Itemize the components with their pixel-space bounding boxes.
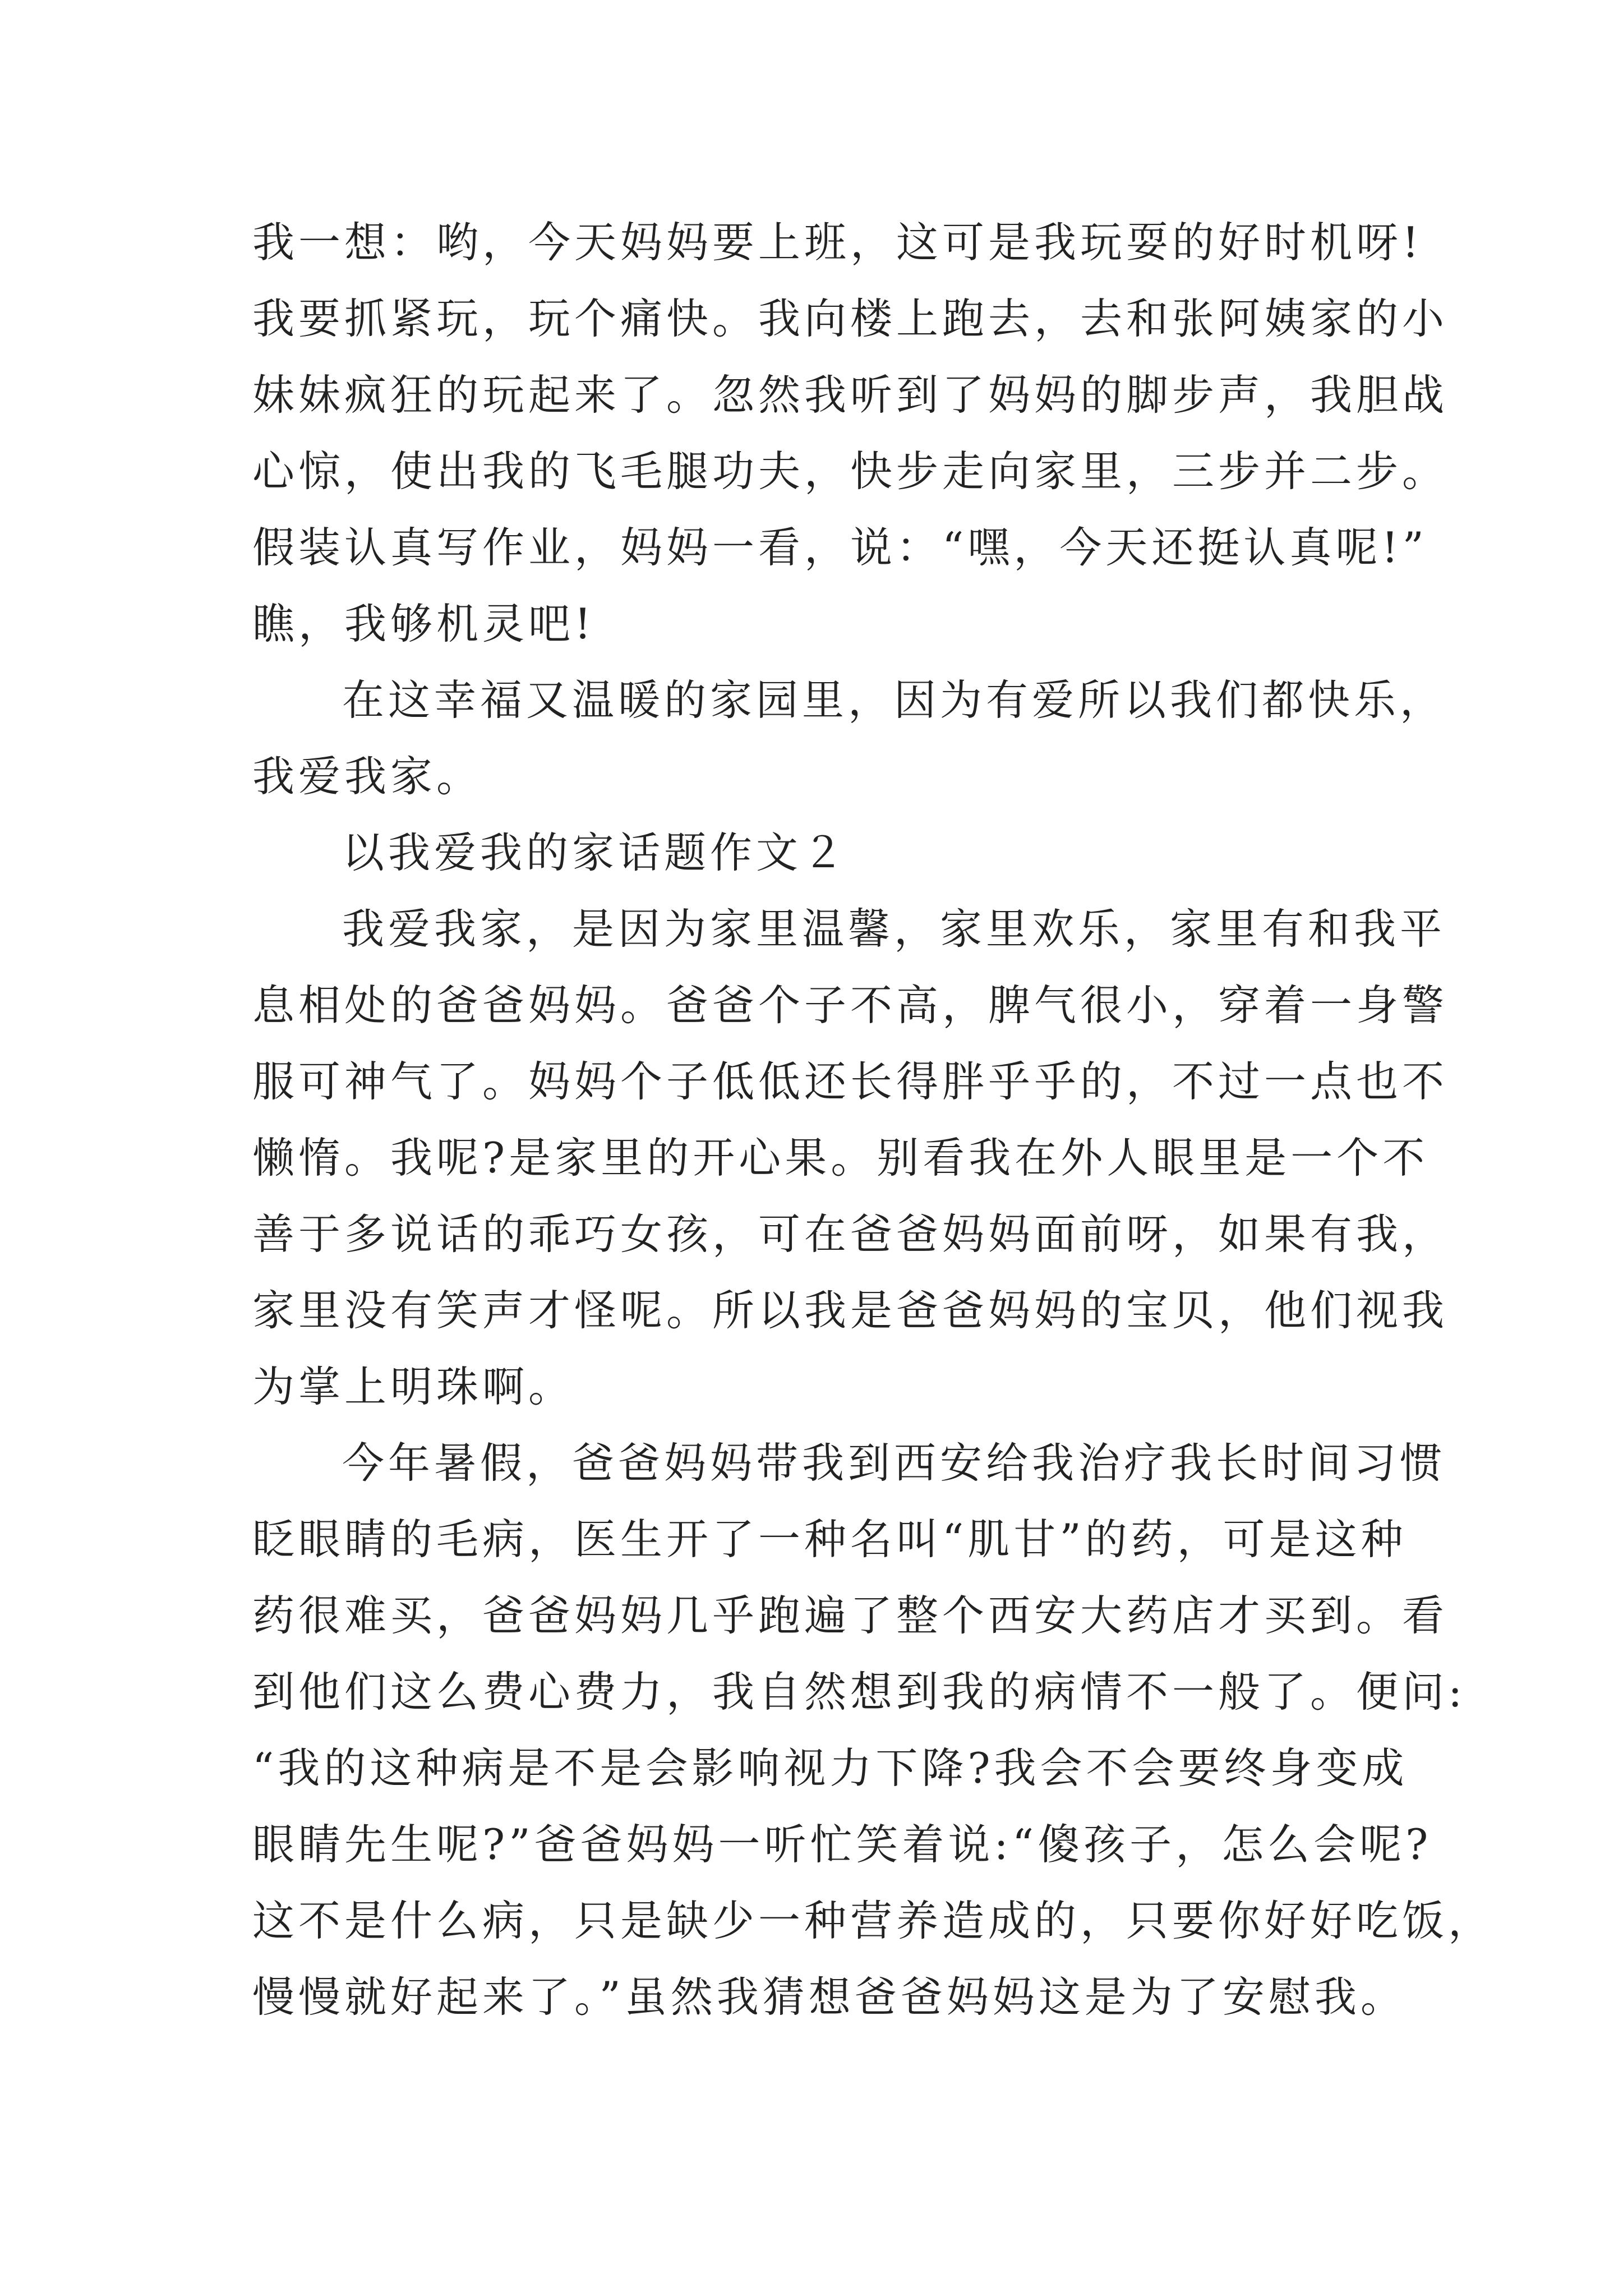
text-line-14: 善于多说话的乖巧女孩，可在爸爸妈妈面前呀，如果有我， <box>252 1209 1449 1259</box>
section-title: 以我爱我的家话题作文２ <box>342 828 849 877</box>
text-line-18: 眨眼睛的毛病，医生开了一种名叫“肌甘”的药，可是这种 <box>252 1515 1407 1564</box>
text-line-19: 药很难买，爸爸妈妈几乎跑遍了整个西安大药店才买到。看 <box>252 1591 1449 1640</box>
text-line-12: 服可神气了。妈妈个子低低还长得胖乎乎的，不过一点也不 <box>252 1057 1449 1106</box>
text-line-23: 这不是什么病，只是缺少一种营养造成的，只要你好好吃饭， <box>252 1896 1495 1945</box>
text-line-4: 心惊，使出我的飞毛腿功夫，快步走向家里，三步并二步。 <box>252 447 1449 496</box>
text-line-8: 我爱我家。 <box>252 752 483 801</box>
text-line-22: 眼睛先生呢?”爸爸妈妈一听忙笑着说:“傻孩子，怎么会呢? <box>252 1820 1432 1869</box>
text-line-6: 瞧，我够机灵吧! <box>252 599 596 648</box>
text-line-1: 我一想：哟，今天妈妈要上班，这可是我玩耍的好时机呀! <box>252 218 1423 267</box>
text-line-24: 慢慢就好起来了。”虽然我猜想爸爸妈妈这是为了安慰我。 <box>252 1972 1407 2022</box>
text-line-11: 息相处的爸爸妈妈。爸爸个子不高，脾气很小，穿着一身警 <box>252 981 1449 1030</box>
text-line-13: 懒惰。我呢?是家里的开心果。别看我在外人眼里是一个不 <box>252 1133 1429 1182</box>
text-line-3: 妹妹疯狂的玩起来了。忽然我听到了妈妈的脚步声，我胆战 <box>252 370 1449 420</box>
text-line-20: 到他们这么费心费力，我自然想到我的病情不一般了。便问: <box>252 1667 1467 1717</box>
text-line-5: 假装认真写作业，妈妈一看，说：“嘿，今天还挺认真呢!” <box>252 523 1428 572</box>
text-line-15: 家里没有笑声才怪呢。所以我是爸爸妈妈的宝贝，他们视我 <box>252 1286 1449 1335</box>
text-line-2: 我要抓紧玩，玩个痛快。我向楼上跑去，去和张阿姨家的小 <box>252 294 1449 343</box>
text-line-16: 为掌上明珠啊。 <box>252 1362 575 1411</box>
text-line-17: 今年暑假，爸爸妈妈带我到西安给我治疗我长时间习惯 <box>342 1438 1446 1488</box>
text-line-21: “我的这种病是不是会影响视力下降?我会不会要终身变成 <box>252 1743 1408 1793</box>
text-line-10: 我爱我家，是因为家里温馨，家里欢乐，家里有和我平 <box>342 904 1446 954</box>
text-line-7: 在这幸福又温暖的家园里，因为有爱所以我们都快乐， <box>342 675 1446 725</box>
